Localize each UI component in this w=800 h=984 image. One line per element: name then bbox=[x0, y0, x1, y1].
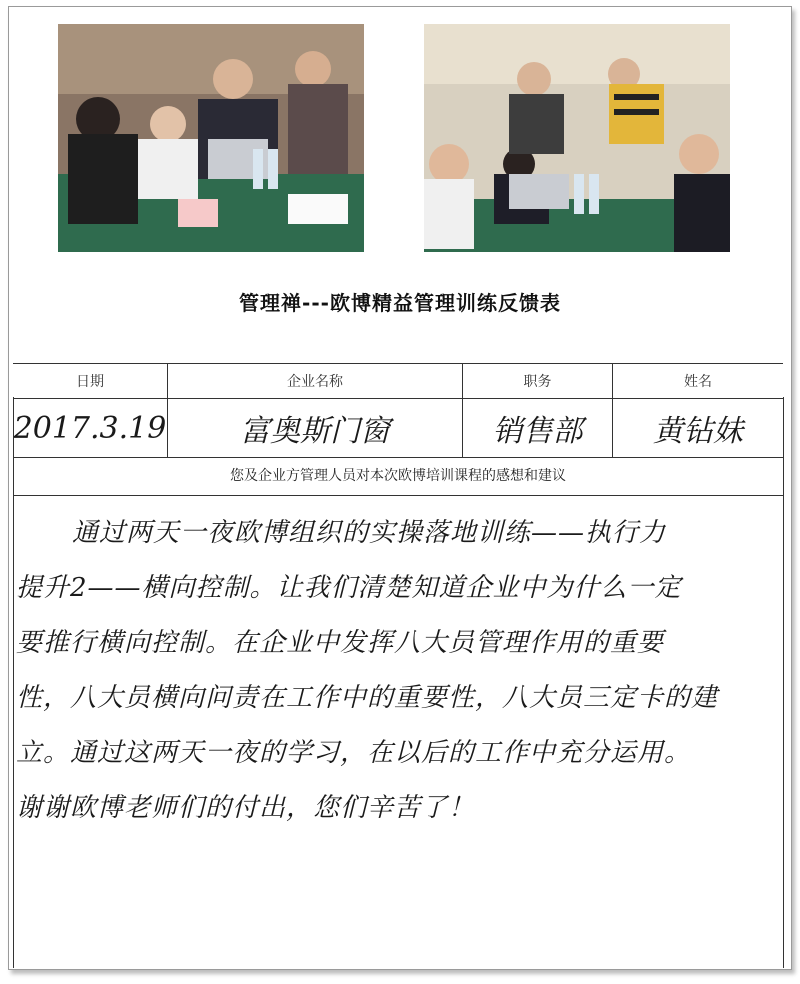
feedback-line: 要推行横向控制。在企业中发挥八大员管理作用的重要 bbox=[16, 628, 665, 658]
header-name: 姓名 bbox=[684, 374, 712, 390]
training-photo-left bbox=[58, 24, 364, 252]
feedback-prompt: 您及企业方管理人员对本次欧博培训课程的感想和建议 bbox=[13, 455, 783, 496]
value-position: 销售部 bbox=[463, 399, 613, 457]
value-company-name: 富奥斯门窗 bbox=[168, 399, 463, 457]
feedback-line: 谢谢欧博老师们的付出，您们辛苦了！ bbox=[16, 793, 476, 823]
feedback-line: 提升2——横向控制。让我们清楚知道企业中为什么一定 bbox=[16, 573, 682, 603]
header-position: 职务 bbox=[463, 364, 613, 398]
table-value-row bbox=[13, 399, 783, 458]
info-table bbox=[13, 363, 783, 458]
value-name: 黄钻妹 bbox=[653, 414, 743, 449]
feedback-line: 立。通过这两天一夜的学习，在以后的工作中充分运用。 bbox=[16, 738, 692, 768]
handwritten-feedback bbox=[16, 506, 784, 836]
table-header-row bbox=[13, 363, 783, 399]
form-title: 管理禅---欧博精益管理训练反馈表 bbox=[239, 291, 561, 315]
border-left bbox=[13, 397, 14, 968]
header-company-name: 企业名称 bbox=[168, 364, 463, 398]
feedback-line: 性，八大员横向问责在工作中的重要性，八大员三定卡的建 bbox=[16, 683, 719, 713]
training-photo-right bbox=[424, 24, 730, 252]
value-date: 2017.3.19 bbox=[13, 399, 168, 457]
feedback-line: 通过两天一夜欧博组织的实操落地训练——执行力 bbox=[72, 518, 667, 548]
header-date: 日期 bbox=[13, 364, 168, 398]
